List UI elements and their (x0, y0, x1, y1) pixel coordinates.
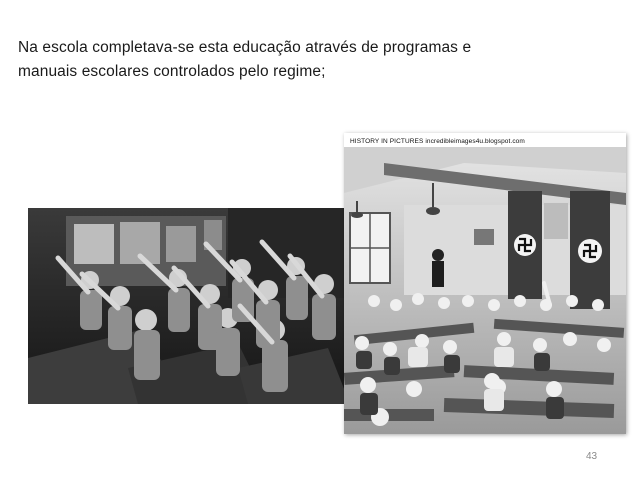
body-text-line-1: Na escola completava-se esta educação através de programas e (18, 39, 472, 56)
photo-classroom-salute-image (28, 208, 350, 404)
slide-body-text (18, 36, 598, 84)
body-text-line-2: manuais escolares controlados pelo regime; (18, 63, 326, 80)
page-number: 43 (586, 451, 598, 462)
photo-classroom-lesson-image (344, 133, 626, 434)
photo-classroom-lesson (344, 133, 626, 434)
photo-caption: HISTORY IN PICTURES incredibleimages4u.blogspot.com (350, 138, 525, 145)
photo-classroom-salute (28, 208, 350, 404)
